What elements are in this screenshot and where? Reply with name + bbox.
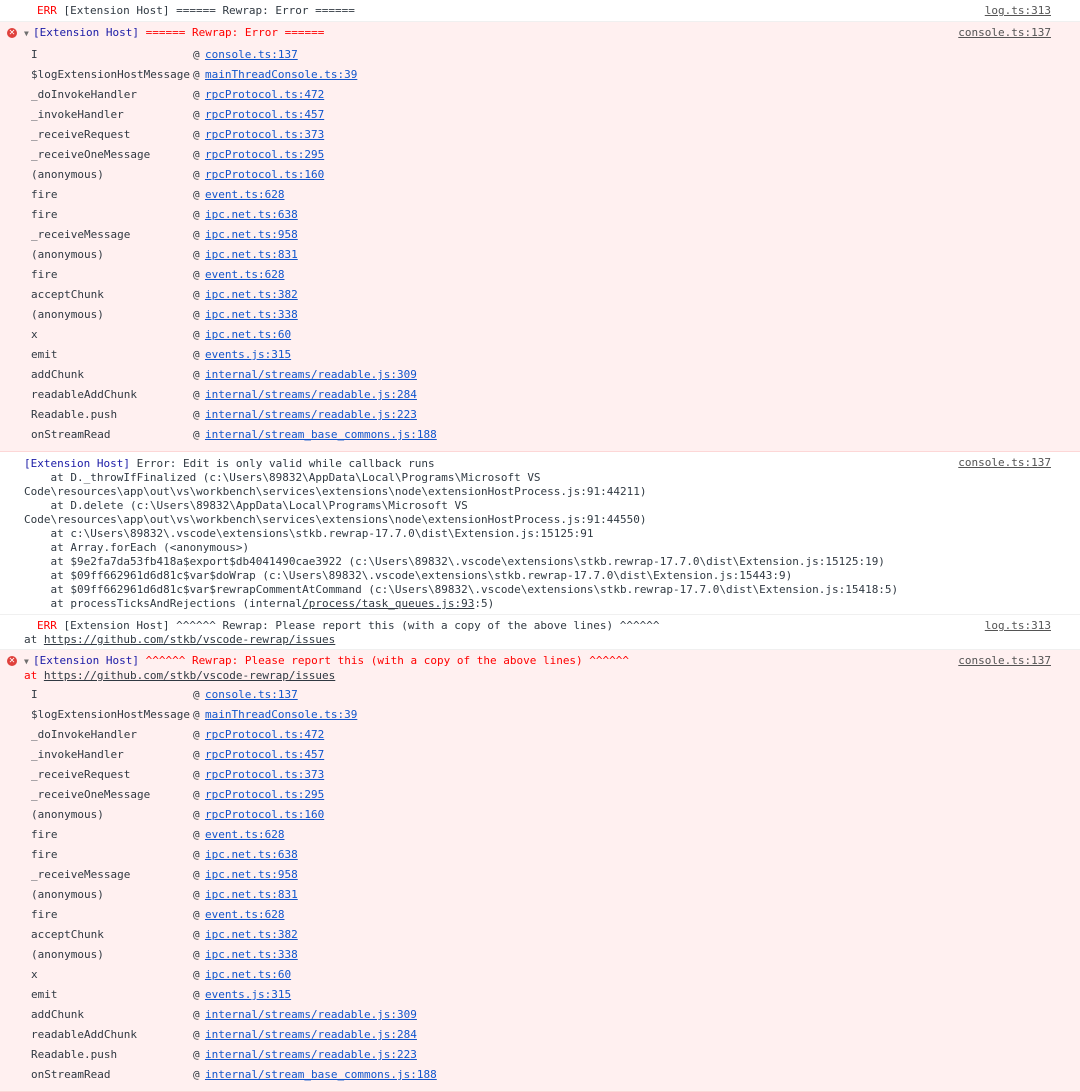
frame-source-link[interactable]: rpcProtocol.ts:295 [205,788,325,801]
stack-frame [31,905,1080,925]
console-message-log [0,0,1080,22]
at-symbol: @ [193,928,200,941]
trace-line: at $09ff662961d6d81c$var$rewrapCommentAtCommand (c:\Users\89832\.vscode\extensions\stkb.rewrap-17.7.0\dist\Extension.js:15418:5) [24,583,899,596]
message-text: [Extension Host] ====== Rewrap: Error ====== [56,4,355,17]
stack-frame [31,245,1080,265]
trace-line: at D.delete (c:\Users\89832\AppData\Local\Programs\Microsoft VS [24,499,468,512]
at-symbol: @ [193,688,200,701]
trace-line: Code\resources\app\out\vs\workbench\services\extensions\node\extensionHostProcess.js:91:44211) [24,485,647,498]
at-symbol: @ [193,768,200,781]
at-text: at [24,633,44,646]
function-name: readableAddChunk [31,388,137,401]
source-link[interactable]: log.ts:313 [984,619,1051,632]
at-symbol: @ [193,1028,200,1041]
stack-frame [31,925,1080,945]
at-symbol: @ [193,428,200,441]
source-link[interactable]: console.ts:137 [958,456,1051,469]
error-icon: ✕ [8,656,16,665]
at-symbol: @ [193,988,200,1001]
frame-source-link[interactable]: console.ts:137 [205,48,298,61]
stack-frame [31,805,1080,825]
frame-source-link[interactable]: ipc.net.ts:638 [205,848,298,861]
frame-source-link[interactable]: event.ts:628 [205,908,285,921]
stack-frame [31,185,1080,205]
function-name: I [31,688,38,701]
frame-source-link[interactable]: internal/streams/readable.js:309 [205,1008,417,1021]
stack-frame [31,1065,1080,1085]
issues-link[interactable]: https://github.com/stkb/vscode-rewrap/issues [43,633,336,646]
stack-frame [31,225,1080,245]
stack-frame [31,965,1080,985]
function-name: fire [31,188,58,201]
frame-source-link[interactable]: rpcProtocol.ts:472 [205,88,325,101]
at-symbol: @ [193,348,200,361]
trace-line: at Array.forEach (<anonymous>) [24,541,250,554]
frame-source-link[interactable]: internal/streams/readable.js:309 [205,368,417,381]
function-name: _doInvokeHandler [31,88,137,101]
function-name: emit [31,988,58,1001]
frame-source-link[interactable]: ipc.net.ts:338 [205,308,298,321]
frame-source-link[interactable]: mainThreadConsole.ts:39 [205,68,358,81]
trace-line: at D._throwIfFinalized (c:\Users\89832\AppData\Local\Programs\Microsoft VS [24,471,541,484]
at-symbol: @ [193,168,200,181]
at-symbol: @ [193,288,200,301]
at-symbol: @ [193,808,200,821]
at-symbol: @ [193,328,200,341]
function-name: onStreamRead [31,1068,111,1081]
err-prefix: ERR [37,619,57,632]
frame-source-link[interactable]: rpcProtocol.ts:457 [205,108,325,121]
stack-frame [31,165,1080,185]
frame-source-link[interactable]: internal/streams/readable.js:284 [205,388,417,401]
stack-frame [31,365,1080,385]
frame-source-link[interactable]: rpcProtocol.ts:472 [205,728,325,741]
function-name: (anonymous) [31,168,104,181]
function-name: (anonymous) [31,888,104,901]
function-name: _invokeHandler [31,748,124,761]
function-name: $logExtensionHostMessage [31,708,190,721]
function-name: _doInvokeHandler [31,728,137,741]
frame-source-link[interactable]: event.ts:628 [205,828,285,841]
at-symbol: @ [193,1068,200,1081]
frame-source-link[interactable]: internal/stream_base_commons.js:188 [205,1068,437,1081]
frame-source-link[interactable]: events.js:315 [205,348,292,361]
at-symbol: @ [193,728,200,741]
at-symbol: @ [193,748,200,761]
frame-source-link[interactable]: ipc.net.ts:638 [205,208,298,221]
function-name: (anonymous) [31,948,104,961]
frame-source-link[interactable]: events.js:315 [205,988,292,1001]
function-name: _receiveRequest [31,768,131,781]
message-text: ^^^^^^ Rewrap: Please report this (with a copy of the above lines) ^^^^^^ [138,654,630,667]
trace-line: Code\resources\app\out\vs\workbench\services\extensions\node\extensionHostProcess.js:91:44550) [24,513,647,526]
at-symbol: @ [193,848,200,861]
trace-line: at $09ff662961d6d81c$var$doWrap (c:\Users\89832\.vscode\extensions\stkb.rewrap-17.7.0\dist\Extension.js:15443:9) [24,569,793,582]
at-symbol: @ [193,208,200,221]
stack-frame [31,745,1080,765]
frame-source-link[interactable]: ipc.net.ts:382 [205,288,298,301]
at-symbol: @ [193,68,200,81]
expand-triangle-icon[interactable]: ▼ [24,657,29,666]
frame-source-link[interactable]: internal/streams/readable.js:223 [205,408,417,421]
function-name: $logExtensionHostMessage [31,68,190,81]
source-link[interactable]: console.ts:137 [958,654,1051,667]
stack-frame [31,1025,1080,1045]
stack-frame [31,285,1080,305]
at-text: at [24,669,44,682]
message-text: [Extension Host] ^^^^^^ Rewrap: Please report this (with a copy of the above lines) ^^^^^^ [56,619,660,632]
err-prefix: ERR [37,4,57,17]
function-name: _receiveMessage [31,868,131,881]
frame-source-link[interactable]: ipc.net.ts:958 [205,868,298,881]
stack-frame [31,945,1080,965]
frame-source-link[interactable]: ipc.net.ts:958 [205,228,298,241]
console-error-group [0,22,1080,452]
stack-frame [31,845,1080,865]
function-name: acceptChunk [31,288,104,301]
frame-source-link[interactable]: event.ts:628 [205,188,285,201]
function-name: fire [31,848,58,861]
stack-frame [31,305,1080,325]
frame-source-link[interactable]: event.ts:628 [205,268,285,281]
function-name: emit [31,348,58,361]
stack-frame [31,685,1080,705]
console-error-group [0,650,1080,1092]
function-name: Readable.push [31,1048,118,1061]
stack-frame [31,1005,1080,1025]
trace-source-link[interactable]: /process/task_queues.js:93 [302,597,475,610]
at-symbol: @ [193,1048,200,1061]
at-symbol: @ [193,408,200,421]
frame-source-link[interactable]: console.ts:137 [205,688,298,701]
stack-frame [31,725,1080,745]
at-symbol: @ [193,88,200,101]
stack-frame [31,825,1080,845]
trace-line: at processTicksAndRejections (internal [24,597,303,610]
function-name: onStreamRead [31,428,111,441]
at-symbol: @ [193,228,200,241]
frame-source-link[interactable]: rpcProtocol.ts:160 [205,168,325,181]
trace-line: at c:\Users\89832\.vscode\extensions\stkb.rewrap-17.7.0\dist\Extension.js:15125:91 [24,527,594,540]
function-name: addChunk [31,1008,84,1021]
frame-source-link[interactable]: internal/stream_base_commons.js:188 [205,428,437,441]
source-link[interactable]: log.ts:313 [984,4,1051,17]
function-name: x [31,328,38,341]
stack-trace [0,43,1080,451]
at-symbol: @ [193,948,200,961]
function-name: _receiveOneMessage [31,148,151,161]
function-name: _receiveMessage [31,228,131,241]
at-symbol: @ [193,128,200,141]
at-symbol: @ [193,148,200,161]
expand-triangle-icon[interactable]: ▼ [24,29,29,38]
stack-frame [31,125,1080,145]
error-icon: ✕ [8,28,16,37]
function-name: (anonymous) [31,308,104,321]
function-name: fire [31,828,58,841]
function-name: I [31,48,38,61]
stack-frame [31,85,1080,105]
message-text: Error: Edit is only valid while callback runs [129,457,435,470]
trace-line: at $9e2fa7da53fb418a$export$db4041490cae3922 (c:\Users\89832\.vscode\extensions\stkb.rewrap-17.7.0\dist\Extension.js:15125:19) [24,555,885,568]
frame-source-link[interactable]: ipc.net.ts:60 [205,968,292,981]
function-name: fire [31,208,58,221]
console-message-log [0,615,1080,650]
function-name: acceptChunk [31,928,104,941]
stack-frame [31,265,1080,285]
function-name: (anonymous) [31,808,104,821]
at-symbol: @ [193,868,200,881]
at-symbol: @ [193,1008,200,1021]
function-name: _receiveOneMessage [31,788,151,801]
at-symbol: @ [193,188,200,201]
at-symbol: @ [193,108,200,121]
stack-frame [31,45,1080,65]
stack-frame [31,885,1080,905]
frame-source-link[interactable]: rpcProtocol.ts:457 [205,748,325,761]
at-symbol: @ [193,368,200,381]
issues-link[interactable]: https://github.com/stkb/vscode-rewrap/issues [43,669,336,682]
message-tag: [Extension Host] [24,457,130,470]
at-symbol: @ [193,708,200,721]
stack-frame [31,405,1080,425]
stack-frame [31,105,1080,125]
frame-source-link[interactable]: ipc.net.ts:60 [205,328,292,341]
frame-source-link[interactable]: rpcProtocol.ts:373 [205,128,325,141]
stack-trace [0,683,1080,1091]
stack-frame [31,1045,1080,1065]
function-name: x [31,968,38,981]
stack-frame [31,985,1080,1005]
stack-frame [31,345,1080,365]
frame-source-link[interactable]: internal/streams/readable.js:223 [205,1048,417,1061]
at-symbol: @ [193,788,200,801]
frame-source-link[interactable]: rpcProtocol.ts:373 [205,768,325,781]
at-symbol: @ [193,48,200,61]
trace-line-suffix: :5) [474,597,495,610]
message-tag: [Extension Host] [33,654,139,667]
message-tag: [Extension Host] [33,26,139,39]
at-symbol: @ [193,888,200,901]
at-symbol: @ [193,828,200,841]
at-symbol: @ [193,968,200,981]
stack-frame [31,325,1080,345]
stack-frame [31,765,1080,785]
at-symbol: @ [193,248,200,261]
frame-source-link[interactable]: ipc.net.ts:338 [205,948,298,961]
frame-source-link[interactable]: internal/streams/readable.js:284 [205,1028,417,1041]
frame-source-link[interactable]: ipc.net.ts:831 [205,248,298,261]
stack-frame [31,865,1080,885]
function-name: (anonymous) [31,248,104,261]
frame-source-link[interactable]: rpcProtocol.ts:160 [205,808,325,821]
stack-frame [31,385,1080,405]
frame-source-link[interactable]: ipc.net.ts:831 [205,888,298,901]
at-symbol: @ [193,388,200,401]
stack-frame [31,65,1080,85]
function-name: addChunk [31,368,84,381]
stack-frame [31,145,1080,165]
function-name: _receiveRequest [31,128,131,141]
source-link[interactable]: console.ts:137 [958,26,1051,39]
function-name: _invokeHandler [31,108,124,121]
function-name: Readable.push [31,408,118,421]
function-name: fire [31,908,58,921]
frame-source-link[interactable]: ipc.net.ts:382 [205,928,298,941]
at-symbol: @ [193,908,200,921]
stack-frame [31,705,1080,725]
stack-frame [31,425,1080,445]
function-name: fire [31,268,58,281]
function-name: readableAddChunk [31,1028,137,1041]
frame-source-link[interactable]: rpcProtocol.ts:295 [205,148,325,161]
console-message-trace [0,452,1080,615]
frame-source-link[interactable]: mainThreadConsole.ts:39 [205,708,358,721]
at-symbol: @ [193,268,200,281]
stack-frame [31,205,1080,225]
at-symbol: @ [193,308,200,321]
stack-frame [31,785,1080,805]
message-text: ====== Rewrap: Error ====== [138,26,325,39]
